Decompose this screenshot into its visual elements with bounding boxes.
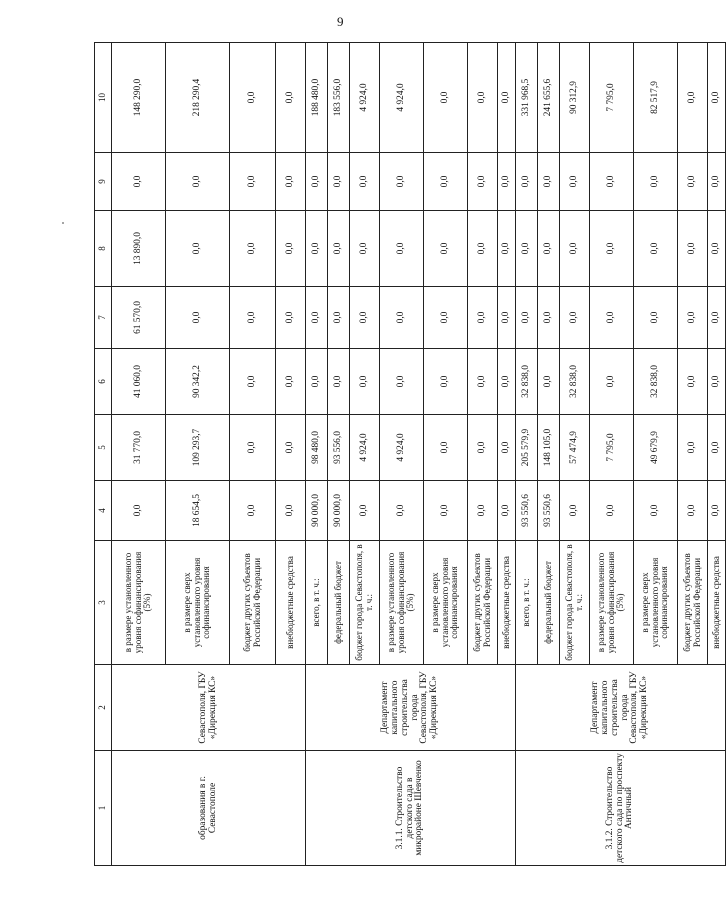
year-value-cell: 0,0 [498,415,516,481]
year-value-cell: 0,0 [166,211,230,287]
year-value-cell: 0,0 [538,287,560,349]
column-number-row [95,43,112,866]
year-value-cell: 0,0 [590,287,634,349]
year-value-cell: 0,0 [708,481,726,541]
year-value-cell: 31 770,0 [112,415,166,481]
year-value-cell: 0,0 [538,153,560,211]
total-value-cell: 0,0 [468,43,498,153]
table-body [112,43,726,866]
year-value-cell: 32 838,0 [634,349,678,415]
year-value-cell: 7 795,0 [590,415,634,481]
year-value-cell: 0,0 [708,211,726,287]
year-value-cell: 0,0 [424,349,468,415]
year-value-cell: 0,0 [590,153,634,211]
funding-source-cell: внебюджетные средства [498,541,516,665]
year-value-cell: 0,0 [498,481,516,541]
year-value-cell: 0,0 [380,349,424,415]
total-value-cell: 90 312,9 [560,43,590,153]
total-value-cell: 0,0 [276,43,306,153]
funding-source-cell: бюджет других субъектов Российской Федерации [468,541,498,665]
year-value-cell: 0,0 [276,481,306,541]
year-value-cell: 0,0 [538,211,560,287]
year-value-cell: 0,0 [424,287,468,349]
total-value-cell: 4 924,0 [350,43,380,153]
funding-source-cell: федеральный бюджет [328,541,350,665]
year-value-cell: 0,0 [306,153,328,211]
year-value-cell: 0,0 [516,211,538,287]
year-value-cell: 0,0 [538,349,560,415]
funding-source-cell: в размере сверх установленного уровня софинансирования [634,541,678,665]
year-value-cell: 0,0 [350,481,380,541]
year-value-cell: 0,0 [708,349,726,415]
year-value-cell: 0,0 [166,287,230,349]
year-value-cell: 0,0 [230,349,276,415]
year-value-cell: 0,0 [350,211,380,287]
year-value-cell: 49 679,9 [634,415,678,481]
year-value-cell: 0,0 [678,211,708,287]
page-number: 9 [337,14,344,29]
year-value-cell: 4 924,0 [350,415,380,481]
column-number: 2 [95,665,112,751]
column-number: 3 [95,541,112,665]
year-value-cell: 0,0 [306,349,328,415]
year-value-cell: 4 924,0 [380,415,424,481]
funding-source-cell: в размере установленного уровня софинансирования (5%) [380,541,424,665]
year-value-cell: 0,0 [230,481,276,541]
year-value-cell: 0,0 [276,349,306,415]
year-value-cell: 0,0 [276,211,306,287]
total-value-cell: 331 968,5 [516,43,538,153]
year-value-cell: 0,0 [424,481,468,541]
year-value-cell: 0,0 [678,481,708,541]
column-number: 9 [95,153,112,211]
year-value-cell: 0,0 [350,349,380,415]
total-value-cell: 0,0 [678,43,708,153]
executor-cell: Севастополя, ГБУ «Дирекция КС» [112,665,306,751]
total-value-cell: 183 556,0 [328,43,350,153]
year-value-cell: 0,0 [276,415,306,481]
object-name-cell: образования в г. Севастополе [112,751,306,866]
year-value-cell: 0,0 [328,153,350,211]
year-value-cell: 0,0 [380,287,424,349]
year-value-cell: 93 550,6 [538,481,560,541]
year-value-cell: 93 550,6 [516,481,538,541]
funding-source-cell: бюджет других субъектов Российской Федерации [678,541,708,665]
year-value-cell: 0,0 [516,153,538,211]
object-name-cell: 3.1.1. Строительство детского сада в микрорайоне Шевченко [306,751,516,866]
year-value-cell: 0,0 [166,153,230,211]
year-value-cell: 0,0 [350,153,380,211]
year-value-cell: 0,0 [230,153,276,211]
year-value-cell: 93 556,0 [328,415,350,481]
year-value-cell: 0,0 [424,211,468,287]
year-value-cell: 32 838,0 [560,349,590,415]
column-number: 1 [95,751,112,866]
year-value-cell: 0,0 [498,287,516,349]
year-value-cell: 0,0 [498,211,516,287]
rotated-table-wrapper [94,43,721,866]
funding-source-cell: в размере установленного уровня софинансирования (5%) [590,541,634,665]
year-value-cell: 0,0 [708,287,726,349]
column-number: 7 [95,287,112,349]
funding-source-cell: всего, в т. ч.: [306,541,328,665]
total-value-cell: 218 290,4 [166,43,230,153]
year-value-cell: 0,0 [590,481,634,541]
total-value-cell: 82 517,9 [634,43,678,153]
year-value-cell: 0,0 [560,211,590,287]
year-value-cell: 0,0 [328,287,350,349]
year-value-cell: 0,0 [380,211,424,287]
year-value-cell: 0,0 [230,415,276,481]
table-row [516,43,538,866]
funding-source-cell: бюджет города Севастополя, в т. ч.: [350,541,380,665]
total-value-cell: 241 655,6 [538,43,560,153]
year-value-cell: 0,0 [708,415,726,481]
year-value-cell: 0,0 [634,153,678,211]
year-value-cell: 0,0 [350,287,380,349]
table-row [112,43,166,866]
funding-source-cell: в размере сверх установленного уровня софинансирования [424,541,468,665]
year-value-cell: 0,0 [634,481,678,541]
year-value-cell: 0,0 [560,481,590,541]
executor-cell: Департамент капитального строительства города Севастополя, ГБУ «Дирекция КС» [516,665,726,751]
year-value-cell: 0,0 [560,287,590,349]
year-value-cell: 0,0 [678,349,708,415]
year-value-cell: 18 654,5 [166,481,230,541]
funding-source-cell: федеральный бюджет [538,541,560,665]
table-row [306,43,328,866]
year-value-cell: 0,0 [230,287,276,349]
funding-source-cell: внебюджетные средства [708,541,726,665]
scan-speck [62,222,64,224]
year-value-cell: 0,0 [560,153,590,211]
year-value-cell: 0,0 [468,211,498,287]
year-value-cell: 0,0 [678,153,708,211]
total-value-cell: 188 480,0 [306,43,328,153]
total-value-cell: 0,0 [230,43,276,153]
year-value-cell: 0,0 [468,481,498,541]
year-value-cell: 0,0 [380,481,424,541]
column-number: 8 [95,211,112,287]
year-value-cell: 0,0 [306,287,328,349]
funding-source-cell: всего, в т. ч.: [516,541,538,665]
total-value-cell: 0,0 [424,43,468,153]
column-number: 5 [95,415,112,481]
year-value-cell: 0,0 [516,287,538,349]
column-number: 4 [95,481,112,541]
year-value-cell: 0,0 [590,211,634,287]
funding-source-cell: в размере сверх установленного уровня софинансирования [166,541,230,665]
year-value-cell: 0,0 [468,153,498,211]
year-value-cell: 0,0 [328,349,350,415]
year-value-cell: 0,0 [498,349,516,415]
year-value-cell: 0,0 [634,211,678,287]
year-value-cell: 0,0 [498,153,516,211]
year-value-cell: 0,0 [678,287,708,349]
year-value-cell: 0,0 [590,349,634,415]
year-value-cell: 90 000,0 [328,481,350,541]
year-value-cell: 0,0 [276,153,306,211]
funding-source-cell: бюджет других субъектов Российской Федерации [230,541,276,665]
year-value-cell: 90 342,2 [166,349,230,415]
year-value-cell: 0,0 [328,211,350,287]
total-value-cell: 0,0 [498,43,516,153]
total-value-cell: 0,0 [708,43,726,153]
year-value-cell: 0,0 [424,415,468,481]
year-value-cell: 57 474,9 [560,415,590,481]
year-value-cell: 0,0 [634,287,678,349]
total-value-cell: 7 795,0 [590,43,634,153]
total-value-cell: 4 924,0 [380,43,424,153]
year-value-cell: 0,0 [230,211,276,287]
year-value-cell: 0,0 [468,287,498,349]
year-value-cell: 13 890,0 [112,211,166,287]
year-value-cell: 0,0 [380,153,424,211]
executor-cell: Департамент капитального строительства города Севастополя, ГБУ «Дирекция КС» [306,665,516,751]
year-value-cell: 0,0 [468,349,498,415]
year-value-cell: 32 838,0 [516,349,538,415]
year-value-cell: 205 579,9 [516,415,538,481]
column-number: 10 [95,43,112,153]
year-value-cell: 0,0 [112,153,166,211]
year-value-cell: 41 060,0 [112,349,166,415]
year-value-cell: 109 293,7 [166,415,230,481]
column-number: 6 [95,349,112,415]
funding-source-cell: бюджет города Севастополя, в т. ч.: [560,541,590,665]
year-value-cell: 98 480,0 [306,415,328,481]
year-value-cell: 0,0 [468,415,498,481]
total-value-cell: 148 290,0 [112,43,166,153]
funding-source-cell: в размере установленного уровня софинансирования (5%) [112,541,166,665]
year-value-cell: 90 000,0 [306,481,328,541]
year-value-cell: 0,0 [708,153,726,211]
year-value-cell: 0,0 [276,287,306,349]
year-value-cell: 0,0 [678,415,708,481]
year-value-cell: 61 570,0 [112,287,166,349]
year-value-cell: 0,0 [424,153,468,211]
object-name-cell: 3.1.2. Строительство детского сада по проспекту Античный [516,751,726,866]
year-value-cell: 0,0 [306,211,328,287]
funding-source-cell: внебюджетные средства [276,541,306,665]
budget-table [94,42,726,866]
year-value-cell: 0,0 [112,481,166,541]
year-value-cell: 148 105,0 [538,415,560,481]
